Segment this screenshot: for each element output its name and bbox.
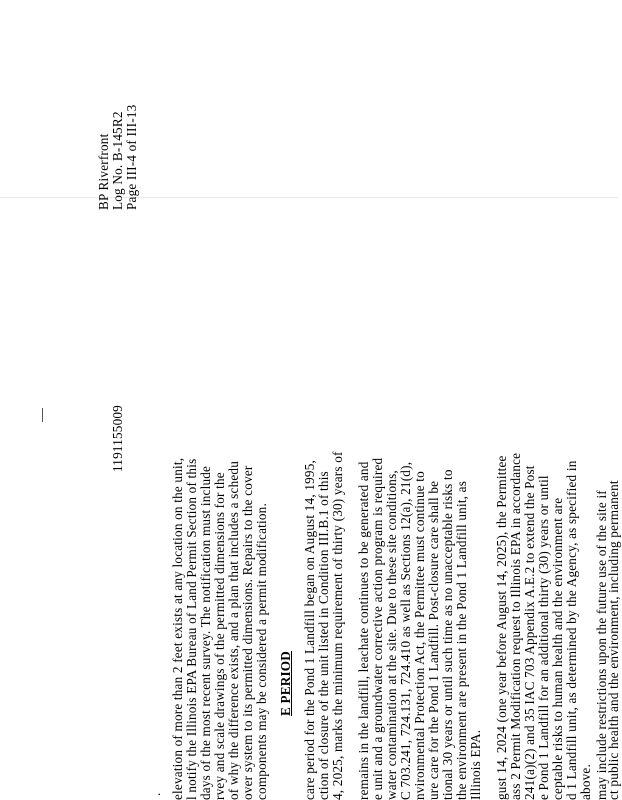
body-line: nvironmental Protection Act, the Permittee must continue to — [412, 471, 427, 800]
body-line: 241(a)(2) and 35 IAC 703 Appendix A.E.2 to extend the Post — [522, 465, 537, 800]
log-number: Log No. B-145R2 — [110, 111, 125, 210]
doc-id: 1191155009 — [110, 405, 125, 472]
body-line: of why the difference exists, and a plan that includes a schedu — [226, 460, 241, 800]
facility-name: BP Riverfront — [96, 133, 111, 210]
body-line: Illinois EPA. — [468, 729, 483, 800]
body-line: remains in the landfill, leachate continues to be generated and — [356, 461, 371, 800]
body-line: l notify the Illinois EPA Bureau of Land Permit Section of this — [184, 458, 199, 800]
body-line: ceptable risks to human health and the environment are — [550, 497, 565, 800]
body-line: ction of closure of the unit listed in Condition III.B.1 of this — [316, 471, 331, 800]
body-line: over system to its permitted dimensions. Repairs to the cover — [240, 465, 255, 800]
body-line: the environment are present in the Pond 1 Landfill unit, as — [454, 480, 469, 800]
body-line: elevation of more than 2 feet exists at any location on the unit, — [170, 457, 185, 800]
body-line: tional 30 years or until such time as no unacceptable risks to — [440, 469, 455, 800]
body-line: ure care for the Pond 1 Landfill. Post-closure care shall be — [426, 480, 441, 800]
body-line: may include restrictions upon the future use of the site if — [594, 490, 609, 800]
body-line: water contamination at the site. Due to these site conditions, — [384, 470, 399, 800]
body-line: e unit and a groundwater corrective action program is required — [370, 457, 385, 800]
body-line: C 703.241, 724.131, 724.410 as well as Sections 12(a), 21(d), — [398, 461, 413, 800]
body-line: care period for the Pond 1 Landfill began on August 14, 1995, — [302, 460, 317, 800]
body-line: d 1 Landfill unit, as determined by the Agency, as specified in — [564, 460, 579, 800]
body-line: ass 2 Permit Modification request to Illinois EPA in accordance — [508, 452, 523, 800]
body-line: e Pond 1 Landfill for an additional thirty (30) years or until — [536, 475, 551, 800]
body-line: ct public health and the environment, including permanent — [606, 480, 621, 800]
page-number: Page III-4 of III-13 — [124, 104, 139, 210]
body-line: days of the most recent survey. The notification must include — [198, 465, 213, 800]
body-line: components may be considered a permit modification. — [254, 503, 269, 800]
body-line: rvey and scale drawings of the permitted dimensions for the — [212, 472, 227, 800]
body-line: gust 14, 2024 (one year before August 14, 2025), the Permittee — [494, 455, 509, 800]
edge-fragment: . — [148, 792, 163, 796]
body-line: 4, 2025, marks the minimum requirement of thirty (30) years of — [330, 451, 345, 800]
body-line: above. — [578, 764, 593, 800]
section-heading: E PERIOD — [278, 651, 293, 716]
